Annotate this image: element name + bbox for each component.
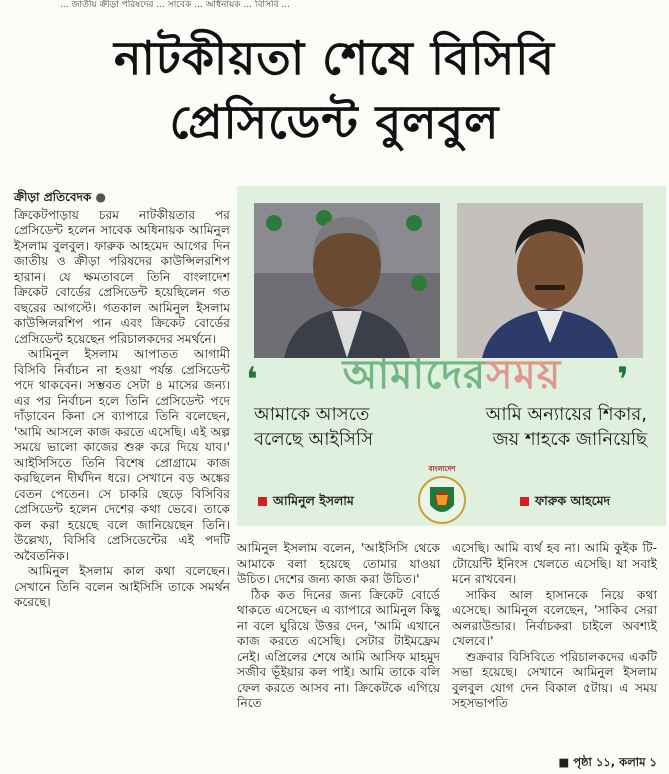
tiger-emblem-icon: [416, 475, 468, 525]
attribution-name: ফারুক আহমেদ: [535, 493, 611, 508]
paragraph: সাকিব আল হাসানকে নিয়ে কথা এসেছে। আমিনুল বলেছেন, 'সাকিব সেরা অলরাউন্ডার। নির্বাচকরা চাইলে অবশ্যই খেলবে।': [452, 587, 657, 648]
quote-mark-icon: ❛: [246, 360, 258, 400]
article-column-2: [237, 541, 440, 712]
paragraph: ঠিক কত দিনের জন্য ক্রিকেট বোর্ডে থাকতে এসেছেন এ ব্যাপারে আমিনুল কিছু না বলে ঘুরিয়ে উত্তর দেন, 'আমি এখানে কাজ করতে এসেছি। সেটার টাইমফ্রেম নেই। এপ্রিলের শেষে আমি আসিফ মাহমুদ সজীব ভূঁইয়ার কল পাই। আমি তাকে বলি ফেল করতে আসব না। ক্রিকেটকে এগিয়ে নিতে: [237, 587, 440, 710]
watermark-part-2: সময়: [486, 352, 562, 398]
article-column-3: [452, 541, 657, 712]
top-strip-text: ... জাতীয় ক্রীড়া পরিষদের ... সাবেক ... অধিনায়ক ... বিসিবি ...: [60, 0, 290, 10]
red-square-icon: [258, 497, 267, 506]
paragraph: আমিনুল ইসলাম কাল কথা বলেছেন। সেখানে তিনি বলেন আইসিসি তাকে সমর্থন করেছে।: [14, 564, 230, 609]
red-square-icon: [520, 497, 529, 506]
bcb-logo: [416, 463, 468, 523]
article-column-1: [14, 190, 230, 611]
paragraph: এসেছি। আমি ব্যর্থ হব না। আমি কুইক টি-টোয়েন্টি ইনিংস খেলতে এসেছি। যা সবাই মনে রাখবেন।: [452, 541, 657, 586]
quote-right-attribution: [520, 493, 610, 513]
quote-mark-icon: ❜: [617, 360, 629, 400]
watermark-logo: [238, 343, 666, 410]
headline-line-2: প্রেসিডেন্ট বুলবুল: [169, 95, 500, 149]
attribution-name: আমিনুল ইসলাম: [273, 493, 354, 508]
aminul-photo: [254, 203, 440, 358]
continuation-note: ■ পৃষ্ঠা ১১, কলাম ১: [558, 755, 657, 769]
paragraph: ক্রিকেটপাড়ায় চরম নাটকীয়তার পর প্রেসিডেন্ট হলেন সাবেক অধিনায়ক আমিনুল ইসলাম বুলবুল। ফারুক আহমেদ আগের দিন জাতীয় ও ক্রীড়া পরিষদের কাউন্সিলরশিপ হারান। যে ক্ষমতাবলে তিনি বাংলাদেশ ক্রিকেট বোর্ডের প্রেসিডেন্ট হয়েছিলেন গত বছরের আগস্টে। গতকাল আমিনুল ইসলাম কাউন্সিলরশিপ পান এবং ক্রিকেট বোর্ডের প্রেসিডেন্ট হয়েছেন পরিচালকদের সমর্থনে।: [14, 207, 230, 346]
paragraph: আমিনুল ইসলাম বলেন, 'আইসিসি থেকে আমাকে বলা হয়েছে তোমার যাওয়া উচিত। দেশের জন্য কাজ করা উচিত।': [237, 541, 440, 586]
headline: [0, 26, 669, 154]
paragraph: শুক্রবার বিসিবিতে পরিচালকদের একটি সভা হয়েছে। সেখানে আমিনুল ইসলাম বুলবুল যোগ দেন বিকাল ৫টায়। এ সময় সহসভাপতি: [452, 649, 657, 710]
watermark-part-1: আমাদের: [342, 352, 487, 398]
headline-line-1: নাটকীয়তা শেষে বিসিবি: [114, 31, 555, 85]
portrait-illustration: [254, 203, 440, 358]
byline: ক্রীড়া প্রতিবেদক ●: [14, 190, 106, 204]
byline-text: ক্রীড়া প্রতিবেদক: [14, 190, 92, 204]
logo-caption: বাংলাদেশ: [428, 465, 456, 473]
portrait-illustration: [457, 203, 643, 358]
faruque-photo: [457, 203, 643, 358]
quote-right: আমি অন্যায়ের শিকার, জয় শাহকে জানিয়েছি: [485, 404, 647, 450]
paragraph: আমিনুল ইসলাম আপাতত আগামী বিসিবি নির্বাচন না হওয়া পর্যন্ত প্রেসিডেন্ট পদে থাকবেন। সম্ভবত সেটা ৪ মাসের জন্য। এর পর নির্বাচন হলে তিনি প্রেসিডেন্ট পদে দাঁড়াবেন কিনা সে ব্যাপারে তিনি বলেছেন, 'আমি আসলে কাজ করতে এসেছি। এই অল্প সময়ে ভালো কাজের শুরু করে দিয়ে যাব।' আইসিসিতে তিনি বিশেষ প্রোগ্রামে কাজ করছিলেন দীর্ঘদিন ধরে। সেখানে বড় অঙ্কের বেতন পেতেন। সে চাকরি ছেড়ে বিসিবির প্রেসিডেন্ট হলেন দেশের কথা ভেবে। তাকে কল করা হয়েছে বলে জানিয়েছেন তিনি। উল্লেখ্য, বিসিবি প্রেসিডেন্টের এই পদটি অবৈতনিক।: [14, 347, 230, 563]
quote-left: আমাকে আসতে বলেছে আইসিসি: [254, 404, 373, 450]
quote-left-attribution: [258, 493, 354, 513]
continuation-text: পৃষ্ঠা ১১, কলাম ১: [573, 755, 657, 769]
